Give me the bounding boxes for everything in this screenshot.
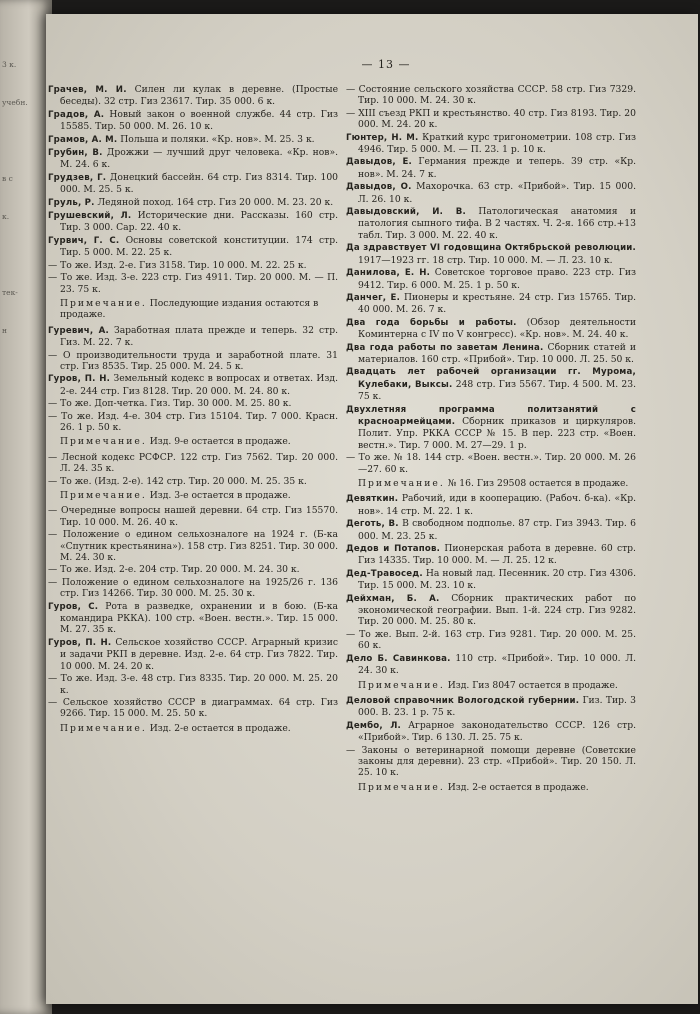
left-page-fragment: учебн. xyxy=(2,98,28,107)
catalog-entry xyxy=(346,108,636,131)
entry-author: Давыдов, Е. xyxy=(346,157,412,168)
entry-text: Пионеры и крестьяне. 24 стр. Гиз 15765. Тир. 40 000. М. 26. 7 к. xyxy=(358,291,636,316)
entry-text: — То же. Вып. 2-й. 163 стр. Гиз 9281. Тир. 20 000. М. 25. 60 к. xyxy=(346,628,636,652)
catalog-entry xyxy=(346,242,636,266)
entry-text: Германия прежде и теперь. 39 стр. «Кр. нов». М. 24. 7 к. xyxy=(358,156,636,180)
entry-author: Гуров, П. Н. xyxy=(48,637,112,648)
entry-author: Гюнтер, Н. М. xyxy=(346,132,419,143)
catalog-note xyxy=(346,478,636,489)
catalog-entry xyxy=(346,366,636,402)
catalog-entry xyxy=(48,452,338,475)
entry-author: Грамов, А. М. xyxy=(48,134,118,145)
catalog-note xyxy=(48,490,338,501)
catalog-note xyxy=(346,782,636,793)
catalog-note xyxy=(48,723,338,734)
note-label: Примечание. xyxy=(358,781,445,793)
entry-author: Гуров, С. xyxy=(48,601,99,612)
entry-text: Краткий курс тригонометрии. 108 стр. Гиз 4946. Тир. 5 000. М. — П. 23. 1 р. 10 к. xyxy=(358,131,637,156)
entry-text: Рота в разведке, охранении и в бою. (Б-ка командира РККА). 100 стр. «Воен. вестн.». Тир. 15 000. М. 27. 35 к. xyxy=(60,600,338,636)
entry-author: Два года борьбы и работы. xyxy=(346,317,517,328)
catalog-entry xyxy=(48,235,338,259)
entry-text: — То же. № 18. 144 стр. «Воен. вестн.». Тир. 20 000. М. 26—27. 60 к. xyxy=(346,452,636,475)
catalog-entry xyxy=(48,373,338,397)
catalog-entry xyxy=(48,398,338,409)
note-text: Изд. 2-е остается в продаже. xyxy=(447,781,589,793)
entry-text: — То же. Изд. 2-е. 204 стр. Тир. 20 000. М. 24. 30 к. xyxy=(48,564,300,576)
catalog-entry xyxy=(48,673,338,696)
entry-text: Донецкий бассейн. 64 стр. Гиз 8314. Тир. 100 000. М. 25. 5 к. xyxy=(60,171,339,196)
catalog-entry xyxy=(48,109,338,133)
note-text: Изд. Гиз 8047 остается в продаже. xyxy=(447,679,618,691)
catalog-entry xyxy=(48,476,338,487)
catalog-entry xyxy=(346,156,636,180)
left-page-fragment: тек- xyxy=(2,288,18,297)
entry-author: Деготь, В. xyxy=(346,519,399,530)
entry-text: — Лесной кодекс РСФСР. 122 стр. Гиз 7562. Тир. 20 000. Л. 24. 35 к. xyxy=(48,451,338,475)
catalog-note xyxy=(48,436,338,447)
catalog-entry xyxy=(346,181,636,205)
entry-text: — Очередные вопросы нашей деревни. 64 стр. Гиз 15570. Тир. 10 000. М. 26. 40 к. xyxy=(48,505,338,528)
entry-text: — То же. (Изд. 2-е). 142 стр. Тир. 20 000. М. 25. 35 к. xyxy=(48,475,307,487)
entry-author: Градов, А. xyxy=(48,109,105,120)
catalog-entry xyxy=(48,147,338,171)
note-label: Примечание. xyxy=(60,297,147,309)
left-page-fragment: 3 к. xyxy=(2,60,17,69)
right-column xyxy=(346,84,636,797)
catalog-entry xyxy=(346,206,636,241)
note-label: Примечание. xyxy=(60,722,147,734)
catalog-entry xyxy=(48,272,338,295)
entry-author: Давыдов, О. xyxy=(346,182,412,193)
entry-text: В свободном подполье. 87 стр. Гиз 3943. Тир. 6 000. М. 23. 25 к. xyxy=(358,518,636,542)
left-page-fragment: н xyxy=(2,326,7,335)
catalog-entry xyxy=(48,411,338,434)
entry-author: Два года работы по заветам Ленина. xyxy=(346,342,544,353)
catalog-entry xyxy=(346,132,636,156)
catalog-entry xyxy=(48,697,338,720)
catalog-entry xyxy=(48,172,338,196)
entry-text: Аграрное законодательство СССР. 126 стр. «Прибой». Тир. 6 130. Л. 25. 75 к. xyxy=(358,719,637,744)
catalog-entry xyxy=(346,452,636,475)
entry-author: Грушевский, Л. xyxy=(48,211,132,222)
entry-author: Гуревич, А. xyxy=(48,325,109,336)
catalog-entry xyxy=(346,317,636,341)
entry-author: Грубин, В. xyxy=(48,148,103,159)
catalog-entry xyxy=(48,529,338,563)
entry-text: Гиз. Тир. 3 000. В. 23. 1 р. 75 к. xyxy=(358,694,636,719)
catalog-page xyxy=(46,14,698,1004)
catalog-entry xyxy=(346,342,636,366)
entry-text: — То же. Изд. 4-е. 304 стр. Гиз 15104. Тир. 7 000. Красн. 26. 1 р. 50 к. xyxy=(48,410,338,433)
catalog-entry xyxy=(48,260,338,271)
entry-text: Исторические дни. Рассказы. 160 стр. Тир. 3 000. Сар. 22. 40 к. xyxy=(60,210,338,234)
catalog-entry xyxy=(346,404,636,452)
entry-text: — Положение о едином сельхозналоге на 1925/26 г. 136 стр. Гиз 14266. Тир. 30 000. М. 25. 30 к. xyxy=(48,576,338,600)
entry-text: Сборник практических работ по экономической географии. Вып. 1-й. 224 стр. Гиз 9282. Тир. 20 000. М. 25. 80 к. xyxy=(358,592,636,628)
catalog-entry xyxy=(48,601,338,636)
entry-text: — Состояние сельского хозяйства СССР. 58 стр. Гиз 7329. Тир. 10 000. М. 24. 30 к. xyxy=(346,84,636,107)
catalog-entry xyxy=(48,210,338,234)
entry-text: 110 стр. «Прибой». Тир. 10 000. Л. 24. 30 к. xyxy=(358,652,636,677)
catalog-entry xyxy=(346,292,636,316)
entry-text: Сборник статей и материалов. 160 стр. «Прибой». Тир. 10 000. Л. 25. 50 к. xyxy=(358,341,637,365)
entry-text: 248 стр. Гиз 5567. Тир. 4 500. М. 23. 75 к. xyxy=(358,378,636,403)
entry-text: Земельный кодекс в вопросах и ответах. Изд. 2-е. 244 стр. Гиз 8128. Тир. 20 000. М. 24. 80 к. xyxy=(60,373,339,397)
note-text: Последующие издания остаются в продаже. xyxy=(60,297,319,321)
catalog-entry xyxy=(346,593,636,628)
entry-text: Польша и поляки. «Кр. нов». М. 25. 3 к. xyxy=(120,133,315,145)
note-text: Изд. 9-е остается в продаже. xyxy=(149,436,291,448)
catalog-entry xyxy=(346,745,636,779)
catalog-entry xyxy=(346,518,636,542)
entry-text: Рабочий, иди в кооперацию. (Рабоч. б-ка). «Кр. нов». 14 стр. М. 22. 1 к. xyxy=(358,493,636,517)
entry-text: — XIII съезд РКП и крестьянство. 40 стр. Гиз 8193. Тир. 20 000. М. 24. 20 к. xyxy=(346,107,636,131)
catalog-entry xyxy=(346,543,636,567)
catalog-entry xyxy=(346,629,636,652)
note-label: Примечание. xyxy=(358,679,445,691)
entry-text: — То же. Доп-четка. Гиз. Тир. 30 000. М. 25. 80 к. xyxy=(48,398,292,410)
entry-author: Гуров, П. Н. xyxy=(48,374,111,385)
entry-text: Ледяной поход. 164 стр. Гиз 20 000. М. 23. 20 к. xyxy=(97,196,334,208)
note-label: Примечание. xyxy=(60,490,147,501)
entry-author: Дедов и Потапов. xyxy=(346,544,441,555)
catalog-entry xyxy=(48,325,338,349)
catalog-note xyxy=(346,680,636,691)
catalog-entry xyxy=(346,493,636,517)
entry-text: Силен ли кулак в деревне. (Простые беседы). 32 стр. Гиз 23617. Тир. 35 000. 6 к. xyxy=(60,84,339,108)
catalog-entry xyxy=(346,720,636,744)
catalog-entry xyxy=(346,84,636,107)
entry-text: Сельское хозяйство СССР. Аграрный кризис и задачи РКП в деревне. Изд. 2-е. 64 стр. Гиз 7822. Тир. 10 000. М. 24. 20 к. xyxy=(60,636,338,672)
entry-text: Патологическая анатомия и патология сыпного тифа. В 2 частях. Ч. 2-я. 166 стр.+13 табл. Тир. 3 000. М. 22. 40 к. xyxy=(358,206,637,241)
entry-author: Грудзев, Г. xyxy=(48,172,107,183)
entry-author: Дело Б. Савинкова. xyxy=(346,653,451,664)
note-text: № 16. Гиз 29508 остается в продаже. xyxy=(447,478,629,489)
entry-text: Основы советской конституции. 174 стр. Тир. 5 000. М. 22. 25 к. xyxy=(60,234,339,259)
entry-text: Дрожжи — лучший друг человека. «Кр. нов». М. 24. 6 к. xyxy=(60,147,339,171)
catalog-entry xyxy=(48,350,338,373)
entry-text: Заработная плата прежде и теперь. 32 стр. Гиз. М. 22. 7 к. xyxy=(60,324,339,349)
entry-author: Гурвич, Г. С. xyxy=(48,235,120,246)
entry-author: Данилова, Е. Н. xyxy=(346,268,431,279)
note-label: Примечание. xyxy=(358,478,445,489)
entry-text: — То же. Изд. 2-е. Гиз 3158. Тир. 10 000. М. 22. 25 к. xyxy=(48,259,307,271)
entry-author: Дед-Травосед. xyxy=(346,568,423,579)
note-label: Примечание. xyxy=(60,436,147,448)
entry-author: Данчег, Е. xyxy=(346,292,401,303)
entry-text: — О производительности труда и заработной плате. 31 стр. Гиз 8535. Тир. 25 000. М. 24. 5 к. xyxy=(48,349,338,372)
entry-text: На новый лад. Песенник. 20 стр. Гиз 4306. Тир. 15 000. М. 23. 10 к. xyxy=(358,567,636,592)
entry-author: Дембо, Л. xyxy=(346,720,402,731)
catalog-entry xyxy=(48,197,338,209)
catalog-entry xyxy=(346,568,636,592)
left-page-edge xyxy=(0,0,52,1014)
entry-text: — Положение о едином сельхозналоге на 1924 г. (Б-ка «Спутник крестьянина»). 158 стр. Гиз 8251. Тир. 30 000. М. 24. 30 к. xyxy=(48,529,338,564)
catalog-note xyxy=(48,298,338,321)
catalog-entry xyxy=(48,84,338,108)
entry-text: — Сельское хозяйство СССР в диаграммах. 64 стр. Гиз 9266. Тир. 15 000. М. 25. 50 к. xyxy=(48,696,338,720)
entry-text: Сборник приказов и циркуляров. Полит. Упр. РККА СССР № 15. В пер. 223 стр. «Воен. вестн.». Тир. 7 000. М. 27—29. 1 р. xyxy=(358,415,637,451)
catalog-entry xyxy=(48,134,338,146)
entry-author: Грачев, М. И. xyxy=(48,85,127,95)
entry-author: Да здравствует VI годовщина Октябрьской революции. xyxy=(346,243,636,254)
entry-author: Давыдовский, И. В. xyxy=(346,207,466,218)
entry-text: Новый закон о военной службе. 44 стр. Гиз 15585. Тир. 50 000. М. 26. 10 к. xyxy=(60,108,338,133)
catalog-entry xyxy=(346,267,636,291)
entry-text: 1917—1923 гг. 18 стр. Тир. 10 000. М. — Л. 23. 10 к. xyxy=(358,254,613,266)
entry-text: (Обзор деятельности Коминтерна с IV по V конгресс). «Кр. нов». М. 24. 40 к. xyxy=(358,316,637,341)
note-text: Изд. 2-е остается в продаже. xyxy=(149,722,291,734)
left-page-fragment: в с xyxy=(2,174,13,183)
catalog-entry xyxy=(346,695,636,719)
left-page-fragment: к. xyxy=(2,212,10,221)
entry-author: Груль, Р. xyxy=(48,197,95,208)
entry-text: — То же. Изд. 3-е. 223 стр. Гиз 4911. Тир. 20 000. М. — П. 23. 75 к. xyxy=(48,272,338,295)
catalog-entry xyxy=(346,653,636,677)
catalog-entry xyxy=(48,564,338,575)
entry-text: Пионерская работа в деревне. 60 стр. Гиз 14335. Тир. 10 000. М. — Л. 25. 12 к. xyxy=(358,543,636,567)
entry-author: Двухлетняя программа политзанятий с красноармейцами. xyxy=(346,404,636,427)
entry-text: — То же. Изд. 3-е. 48 стр. Гиз 8335. Тир. 20 000. М. 25. 20 к. xyxy=(48,673,338,696)
catalog-entry xyxy=(48,505,338,528)
left-column xyxy=(48,84,338,738)
entry-author: Двадцать лет рабочей организации гг. Мурома, Кулебаки, Выксы. xyxy=(346,367,636,390)
entry-text: Советское торговое право. 223 стр. Гиз 9412. Тир. 6 000. М. 25. 1 р. 50 к. xyxy=(358,267,636,291)
catalog-entry xyxy=(48,577,338,600)
entry-text: Махорочка. 63 стр. «Прибой». Тир. 15 000. Л. 26. 10 к. xyxy=(358,181,636,205)
entry-author: Деловой справочник Вологодской губернии. xyxy=(346,695,580,706)
note-text: Изд. 3-е остается в продаже. xyxy=(149,490,291,501)
entry-author: Дейхман, Б. А. xyxy=(346,593,440,604)
page-number: — 13 — xyxy=(361,58,411,71)
catalog-entry xyxy=(48,637,338,672)
entry-author: Девяткин. xyxy=(346,494,399,505)
entry-text: — Законы о ветеринарной помощи деревне (Советские законы для деревни). 23 стр. «Прибой». Тир. 20 150. Л. 25. 10 к. xyxy=(346,744,636,779)
